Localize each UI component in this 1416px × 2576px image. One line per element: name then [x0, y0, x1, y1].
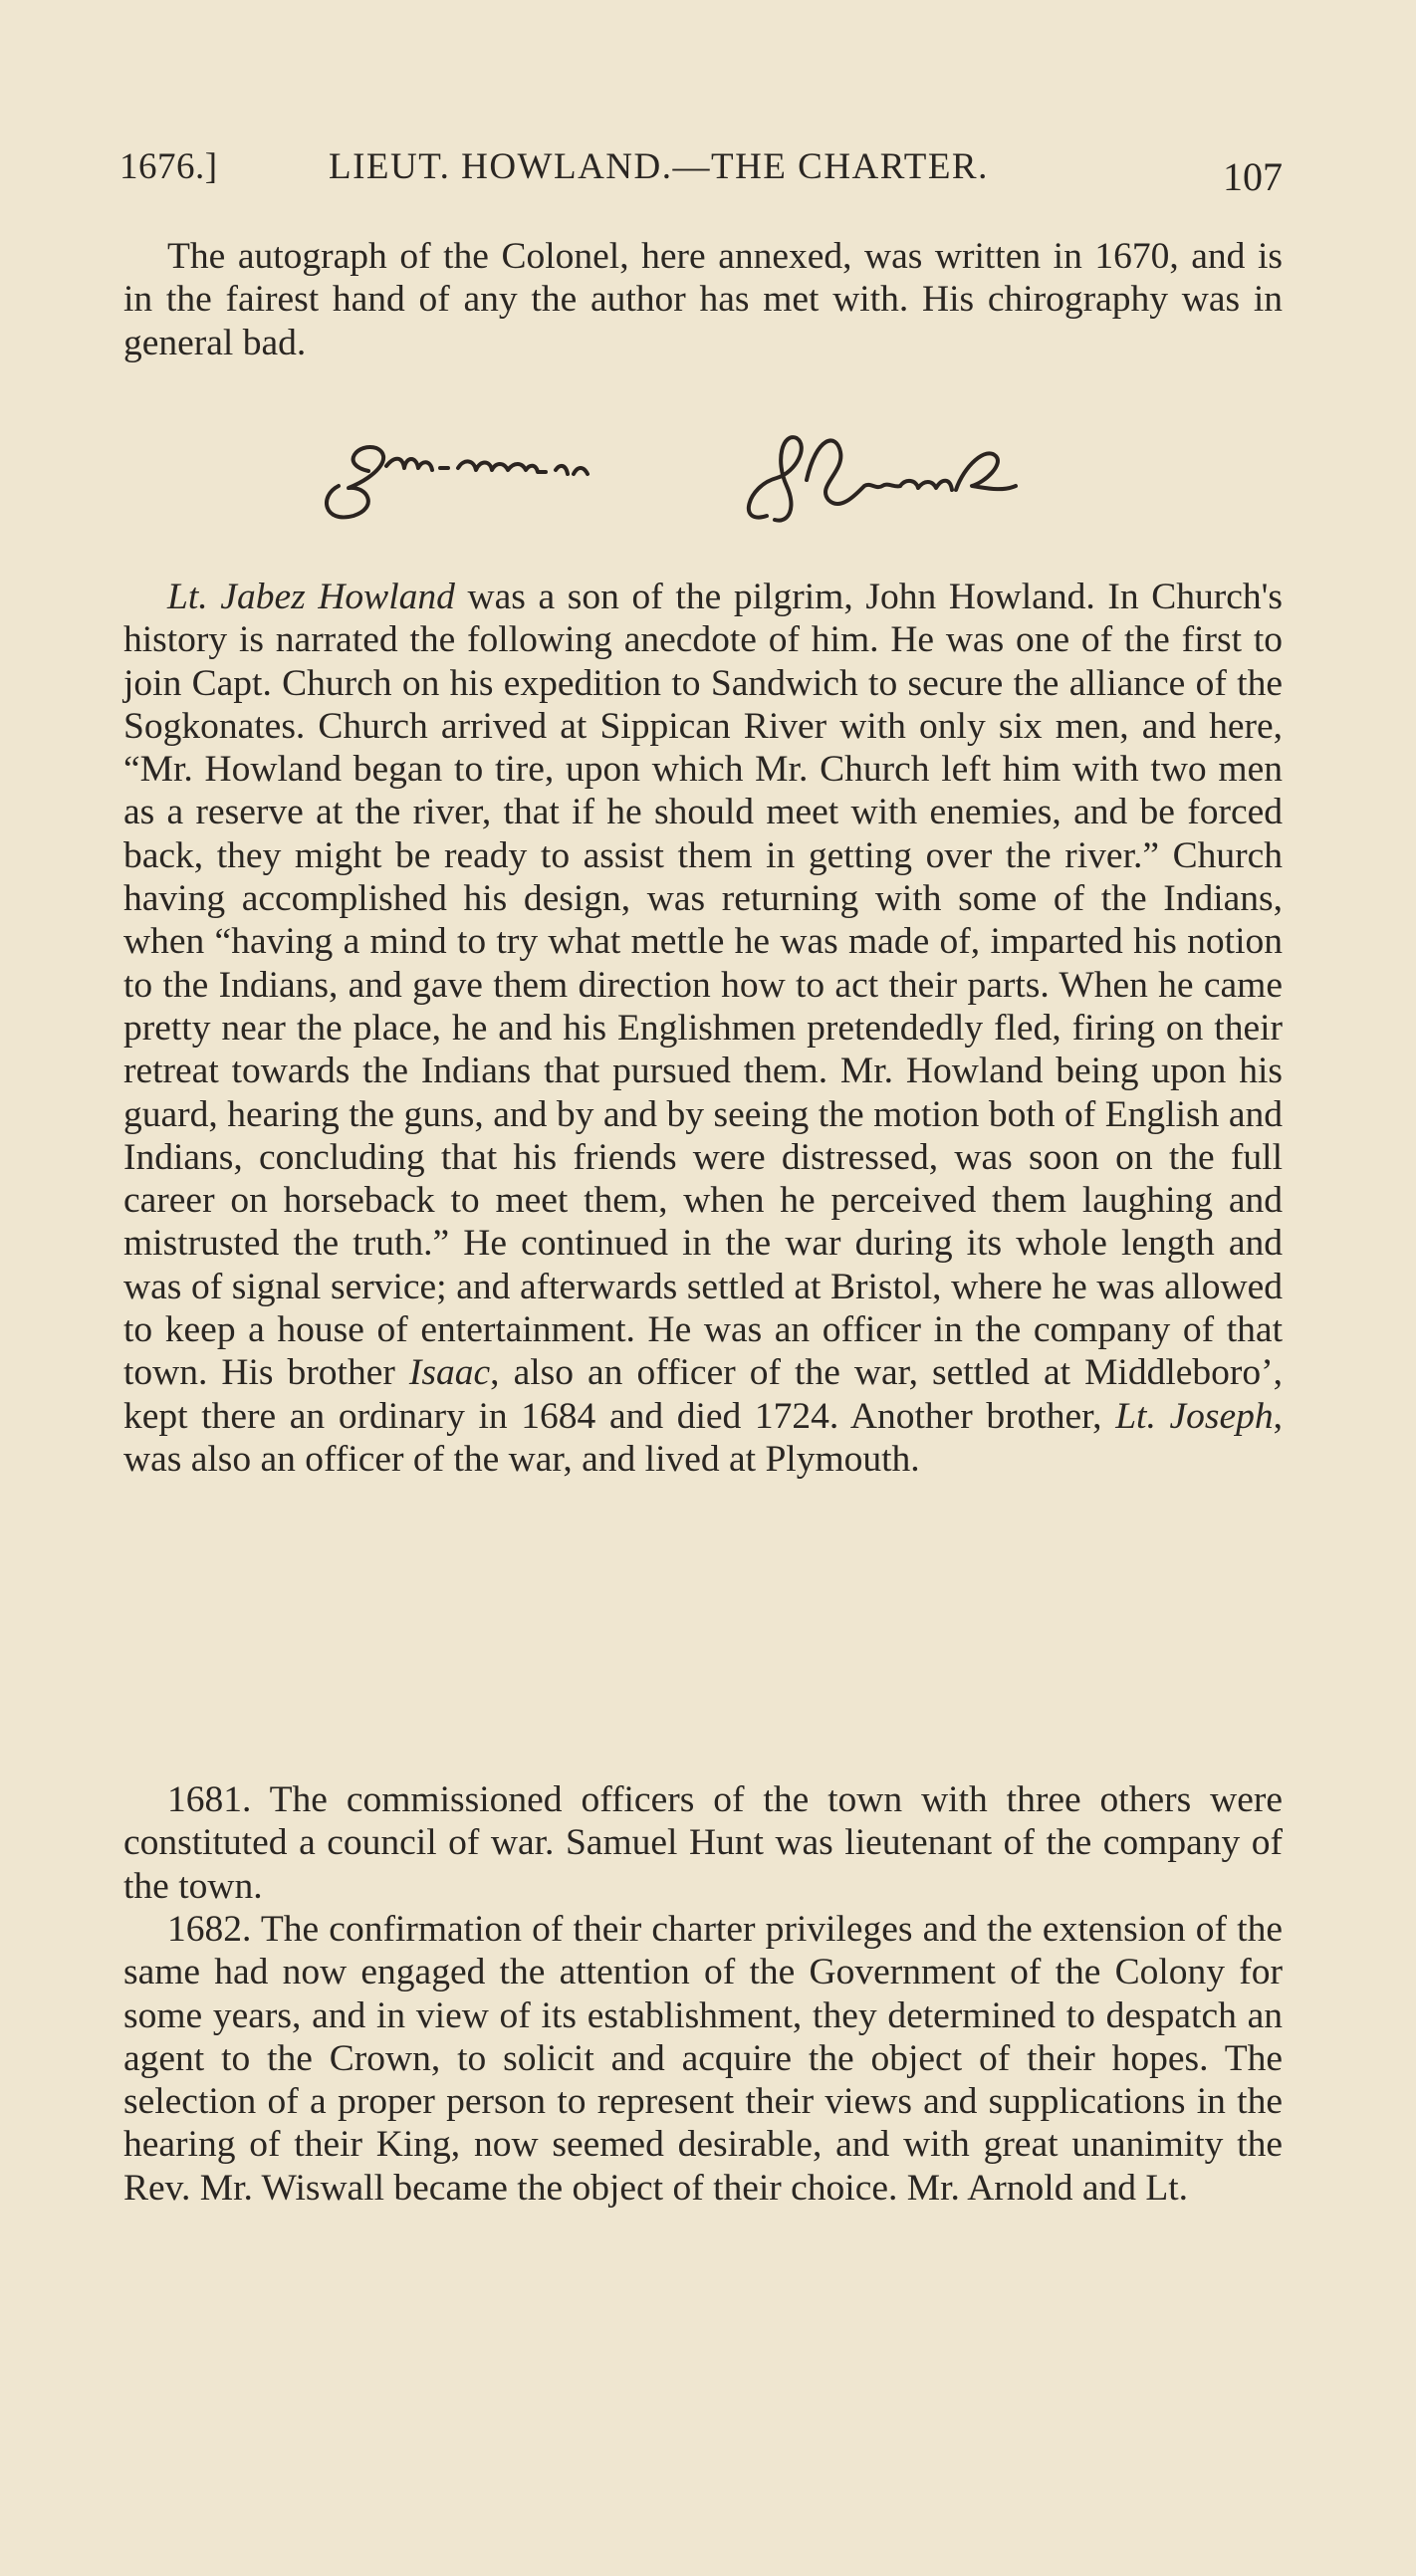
howland-body-1: was a son of the pilgrim, John Howland. In Church's history is narrated the following anecdote of him. He was one of the first to join Capt. Church on his expedition to Sandwich to secure the alliance of the Sogkonates. Church arrived at Sippican River with only six men, and here, “Mr. Howland began to tire, upon which Mr. Church left him with two men as a reserve at the river, that if he should meet with enemies, and be forced back, they might be ready to assist them in getting over the river.” Church having accomplished his design, was returning with some of the Indians, when “having a mind to try what mettle he was made of, imparted his notion to the Indians, and gave them direction how to act their parts. When he came pretty near the place, he and his Englishmen pretendedly fled, firing on their retreat towards the Indians that pursued them. Mr. Howland being upon his guard, hearing the guns, and by and by seeing the motion both of English and Indians, concluding that his friends were distressed, was soon on the full career on horseback to meet them, when he perceived them laughing and mistrusted the truth.” He continued in the war during its whole length and was of signal service; and afterwards settled at Bristol, where he was allowed to keep a house of entertainment. He was an officer in the company of that town. His brother [123, 577, 1283, 1394]
signature-image [299, 416, 1095, 536]
page-number: 107 [1223, 154, 1283, 199]
paragraph-autograph: The autograph of the Colonel, here annexed, was written in 1670, and is in the fairest hand of any the author has met with. His chirography was in general bad. [123, 236, 1283, 363]
running-header [119, 145, 1283, 205]
isaac-name: Isaac [408, 1352, 491, 1394]
joseph-name: Lt. Joseph [1115, 1395, 1274, 1437]
paragraph-howland [123, 576, 1283, 1481]
howland-name: Lt. Jabez Howland [167, 577, 455, 617]
header-year: 1676.] [119, 146, 218, 187]
paragraph-1681: 1681. The commissioned officers of the town with three others were constituted a council of war. Samuel Hunt was lieutenant of the company of the town. [123, 1779, 1283, 1907]
howland-body-2: , also an officer of the war, settled at Middleboro’, kept there an ordinary in 1684 and died 1724. Another brother, [123, 1352, 1283, 1437]
header-title: LIEUT. HOWLAND.—THE CHARTER. [329, 146, 989, 187]
paragraph-1682: 1682. The confirmation of their charter privileges and the extension of the same had now engaged the attention of the Government of the Colony for some years, and in view of its establishment, they determined to despatch an agent to the Crown, to solicit and acquire the object of their hopes. The selection of a proper person to represent their views and supplications in the hearing of their King, now seemed desirable, and with great unanimity the Rev. Mr. Wiswall became the object of their choice. Mr. Arnold and Lt. [123, 1909, 1283, 2209]
howland-body-3: , was also an officer of the war, and lived at Plymouth. [123, 1395, 1283, 1480]
